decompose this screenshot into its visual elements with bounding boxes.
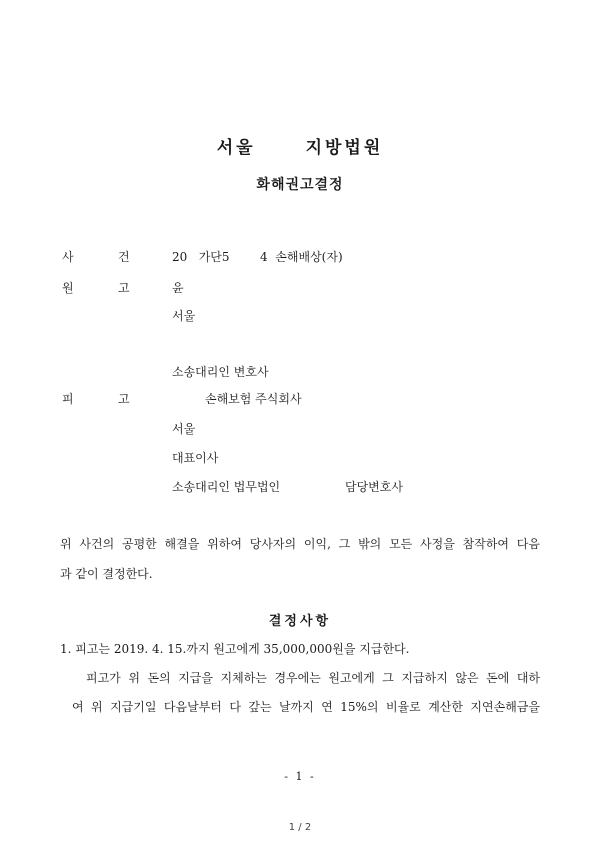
decision-item-1: 1. 피고는 2019. 4. 15.까지 원고에게 35,000,000원을 지급한다. bbox=[60, 642, 410, 656]
defendant-representative: 대표이사 bbox=[172, 451, 219, 465]
case-label-b: 건 bbox=[118, 250, 130, 264]
decision-title: 결정사항 bbox=[268, 614, 332, 629]
defendant-label-b: 고 bbox=[118, 392, 130, 406]
court-name bbox=[0, 133, 600, 158]
defendant-name: 손해보험 주식회사 bbox=[205, 392, 302, 406]
page-count: 1 / 2 bbox=[288, 822, 312, 833]
decision-item-1-cont-2: 여 위 지급기일 다음날부터 다 갚는 날까지 연 15%의 비율로 계산한 지연손해금을 bbox=[72, 700, 540, 714]
plaintiff-label-a: 원 bbox=[62, 281, 74, 295]
decision-item-1-cont-1: 피고가 위 돈의 지급을 지체하는 경우에는 원고에게 그 지급하지 않은 돈에 대하 bbox=[86, 671, 540, 685]
plaintiff-label-b: 고 bbox=[118, 281, 130, 295]
court-name-city: 서울 bbox=[216, 138, 256, 158]
plaintiff-agent: 소송대리인 변호사 bbox=[172, 365, 269, 379]
defendant-agent-firm: 소송대리인 법무법인 bbox=[172, 480, 281, 494]
page-number: - 1 - bbox=[284, 770, 316, 783]
defendant-label-a: 피 bbox=[62, 392, 74, 406]
defendant-agent-lawyer: 담당변호사 bbox=[345, 480, 403, 494]
case-label-a: 사 bbox=[62, 250, 74, 264]
intro-line-2: 과 같이 결정한다. bbox=[60, 567, 153, 581]
case-number: 20 가단5 4 손해배상(자) bbox=[172, 250, 343, 264]
plaintiff-name: 윤 bbox=[172, 281, 184, 295]
defendant-address: 서울 bbox=[172, 422, 196, 436]
court-name-type: 지방법원 bbox=[305, 138, 384, 158]
plaintiff-address: 서울 bbox=[172, 309, 196, 323]
intro-line-1: 위 사건의 공평한 해결을 위하여 당사자의 이익, 그 밖의 모든 사정을 참작하여 다음 bbox=[60, 537, 540, 551]
document-title: 화해권고결정 bbox=[256, 177, 344, 193]
